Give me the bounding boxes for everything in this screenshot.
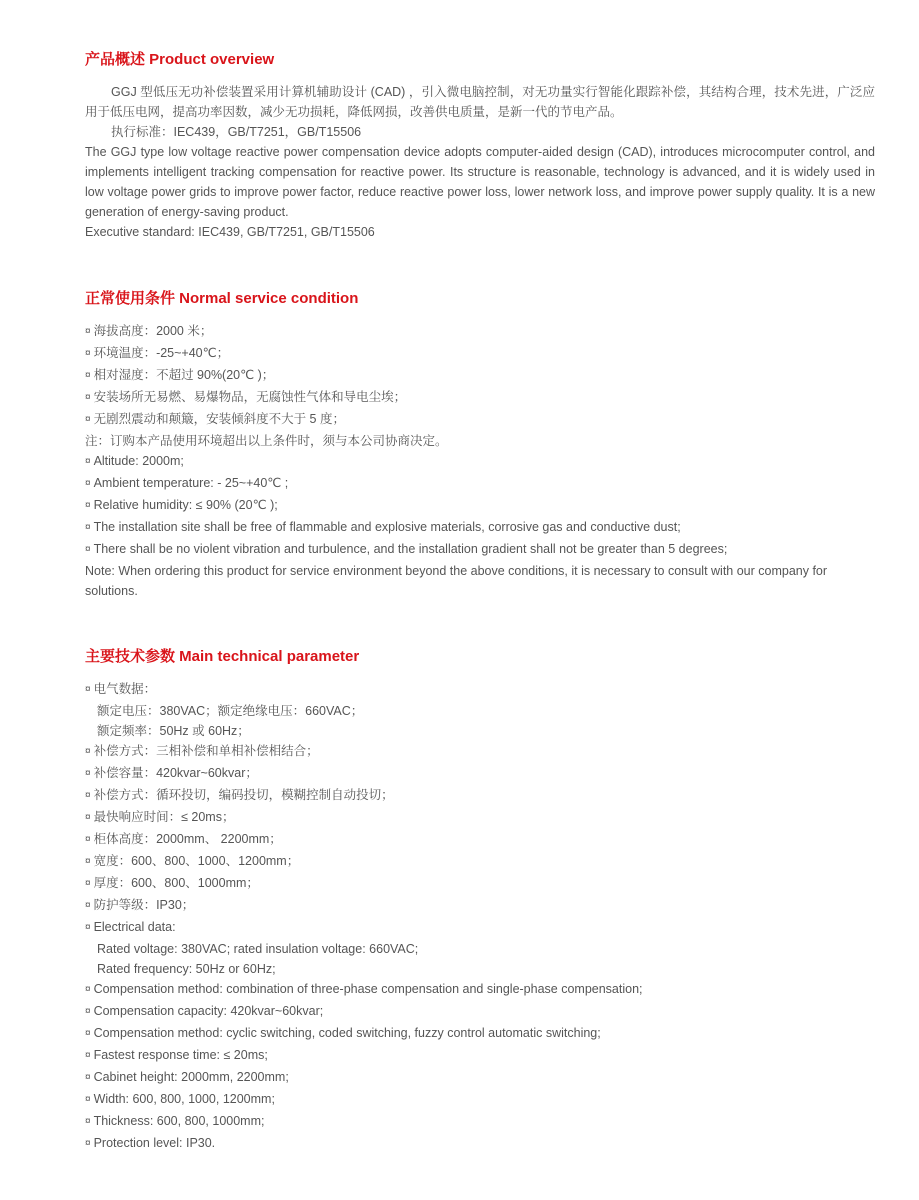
list-item: ¤ 最快响应时间：≤ 20ms；: [85, 810, 235, 824]
section-title: 主要技术参数 Main technical parameter: [85, 648, 360, 665]
bullet-icon: ¤: [85, 1028, 91, 1039]
bullet-icon: ¤: [85, 500, 91, 511]
bullet-icon: ¤: [85, 478, 91, 489]
bullet-icon: ¤: [85, 414, 91, 425]
list-item: ¤ Ambient temperature: - 25~+40℃ ;: [85, 476, 289, 490]
service-cn-note: 注：订购本产品使用环境超出以上条件时，须与本公司协商决定。: [85, 434, 448, 448]
list-item: ¤ Compensation method: cyclic switching, coded switching, fuzzy control automatic switching;: [85, 1026, 601, 1040]
bullet-icon: ¤: [85, 922, 91, 933]
overview-en-standard: Executive standard: IEC439, GB/T7251, GB/T15506: [85, 225, 375, 239]
list-item: ¤ 相对湿度：不超过 90%(20℃ )；: [85, 368, 275, 382]
cn-frequency-line: 额定频率：50Hz 或 60Hz；: [97, 724, 250, 738]
bullet-icon: ¤: [85, 746, 91, 757]
list-item: ¤ 海拔高度：2000 米；: [85, 324, 213, 338]
list-item: ¤ Compensation capacity: 420kvar~60kvar;: [85, 1004, 324, 1018]
technical-parameter-section: [85, 647, 875, 1155]
bullet-icon: ¤: [85, 900, 91, 911]
bullet-icon: ¤: [85, 684, 91, 695]
bullet-icon: ¤: [85, 1050, 91, 1061]
service-cn-list: [85, 321, 875, 431]
list-item: ¤ Relative humidity: ≤ 90% (20℃ );: [85, 498, 278, 512]
bullet-icon: ¤: [85, 456, 91, 467]
bullet-icon: ¤: [85, 1072, 91, 1083]
bullet-icon: ¤: [85, 1138, 91, 1149]
list-item: ¤ There shall be no violent vibration and turbulence, and the installation gradient shall not be greater than 5 degrees;: [85, 542, 728, 556]
bullet-icon: ¤: [85, 856, 91, 867]
en-frequency-line: Rated frequency: 50Hz or 60Hz;: [97, 962, 276, 976]
list-item: ¤ Width: 600, 800, 1000, 1200mm;: [85, 1092, 275, 1106]
product-overview-section: [85, 50, 875, 242]
bullet-icon: ¤: [85, 392, 91, 403]
service-en-note: Note: When ordering this product for service environment beyond the above conditions, it is necessary to consult with our company for solutions.: [85, 564, 828, 598]
list-item: ¤ Altitude: 2000m;: [85, 454, 184, 468]
list-item: ¤ Protection level: IP30.: [85, 1136, 216, 1150]
bullet-icon: ¤: [85, 790, 91, 801]
list-item: ¤ 厚度：600、800、1000mm；: [85, 876, 259, 890]
list-item: ¤ Cabinet height: 2000mm, 2200mm;: [85, 1070, 289, 1084]
bullet-icon: ¤: [85, 522, 91, 533]
bullet-icon: ¤: [85, 878, 91, 889]
overview-cn-paragraph: GGJ 型低压无功补偿装置采用计算机辅助设计 (CAD) ，引入微电脑控制，对无功量实行智能化跟踪补偿，其结构合理，技术先进，广泛应用于低压电网，提高功率因数，减少无功损耗，降低网损，改善供电质量，是新一代的节电产品。: [85, 85, 875, 119]
list-item: ¤ 防护等级：IP30；: [85, 898, 195, 912]
list-item: ¤ 补偿方式：三相补偿和单相补偿相结合；: [85, 744, 319, 758]
list-item: ¤ The installation site shall be free of flammable and explosive materials, corrosive gas and conductive dust;: [85, 520, 681, 534]
section-title: 正常使用条件 Normal service condition: [85, 290, 359, 307]
overview-en-paragraph: The GGJ type low voltage reactive power compensation device adopts computer-aided design (CAD), introduces microcomputer control, and implements intelligent tracking compensation for reactive power. Its structure is reasonable, technology is advanced, and it is widely used in low voltage power grids to improve power factor, reduce reactive power loss, lower network loss, and improve power supply quality. It is a new generation of energy-saving product.: [85, 145, 875, 219]
bullet-icon: ¤: [85, 326, 91, 337]
bullet-icon: ¤: [85, 984, 91, 995]
cn-voltage-line: 额定电压：380VAC；额定绝缘电压：660VAC；: [97, 704, 364, 718]
list-item: ¤ 柜体高度：2000mm、 2200mm；: [85, 832, 282, 846]
params-en-list: [85, 979, 875, 1155]
list-item: ¤ 宽度：600、800、1000、1200mm；: [85, 854, 300, 868]
list-item: ¤ 无剧烈震动和颠簸，安装倾斜度不大于 5 度；: [85, 412, 345, 426]
bullet-icon: ¤: [85, 370, 91, 381]
list-item: ¤ Fastest response time: ≤ 20ms;: [85, 1048, 268, 1062]
list-item: ¤ Electrical data:: [85, 920, 176, 934]
service-en-list: [85, 451, 875, 561]
bullet-icon: ¤: [85, 1116, 91, 1127]
bullet-icon: ¤: [85, 812, 91, 823]
bullet-icon: ¤: [85, 544, 91, 555]
en-voltage-line: Rated voltage: 380VAC; rated insulation voltage: 660VAC;: [97, 942, 419, 956]
list-item: ¤ Thickness: 600, 800, 1000mm;: [85, 1114, 265, 1128]
overview-cn-standard: 执行标准：IEC439，GB/T7251，GB/T15506: [111, 125, 362, 139]
list-item: ¤ 安装场所无易燃、易爆物品，无腐蚀性气体和导电尘埃；: [85, 390, 407, 404]
list-item: ¤ 补偿容量：420kvar~60kvar；: [85, 766, 258, 780]
params-cn-list: [85, 741, 875, 917]
list-item: ¤ 环境温度：-25~+40℃；: [85, 346, 230, 360]
bullet-icon: ¤: [85, 1094, 91, 1105]
list-item: ¤ 电气数据：: [85, 682, 157, 696]
bullet-icon: ¤: [85, 348, 91, 359]
list-item: ¤ 补偿方式：循环投切，编码投切，模糊控制自动投切；: [85, 788, 394, 802]
section-title: 产品概述 Product overview: [85, 51, 275, 68]
list-item: ¤ Compensation method: combination of three-phase compensation and single-phase compensation;: [85, 982, 643, 996]
bullet-icon: ¤: [85, 834, 91, 845]
bullet-icon: ¤: [85, 1006, 91, 1017]
service-condition-section: [85, 289, 875, 601]
bullet-icon: ¤: [85, 768, 91, 779]
